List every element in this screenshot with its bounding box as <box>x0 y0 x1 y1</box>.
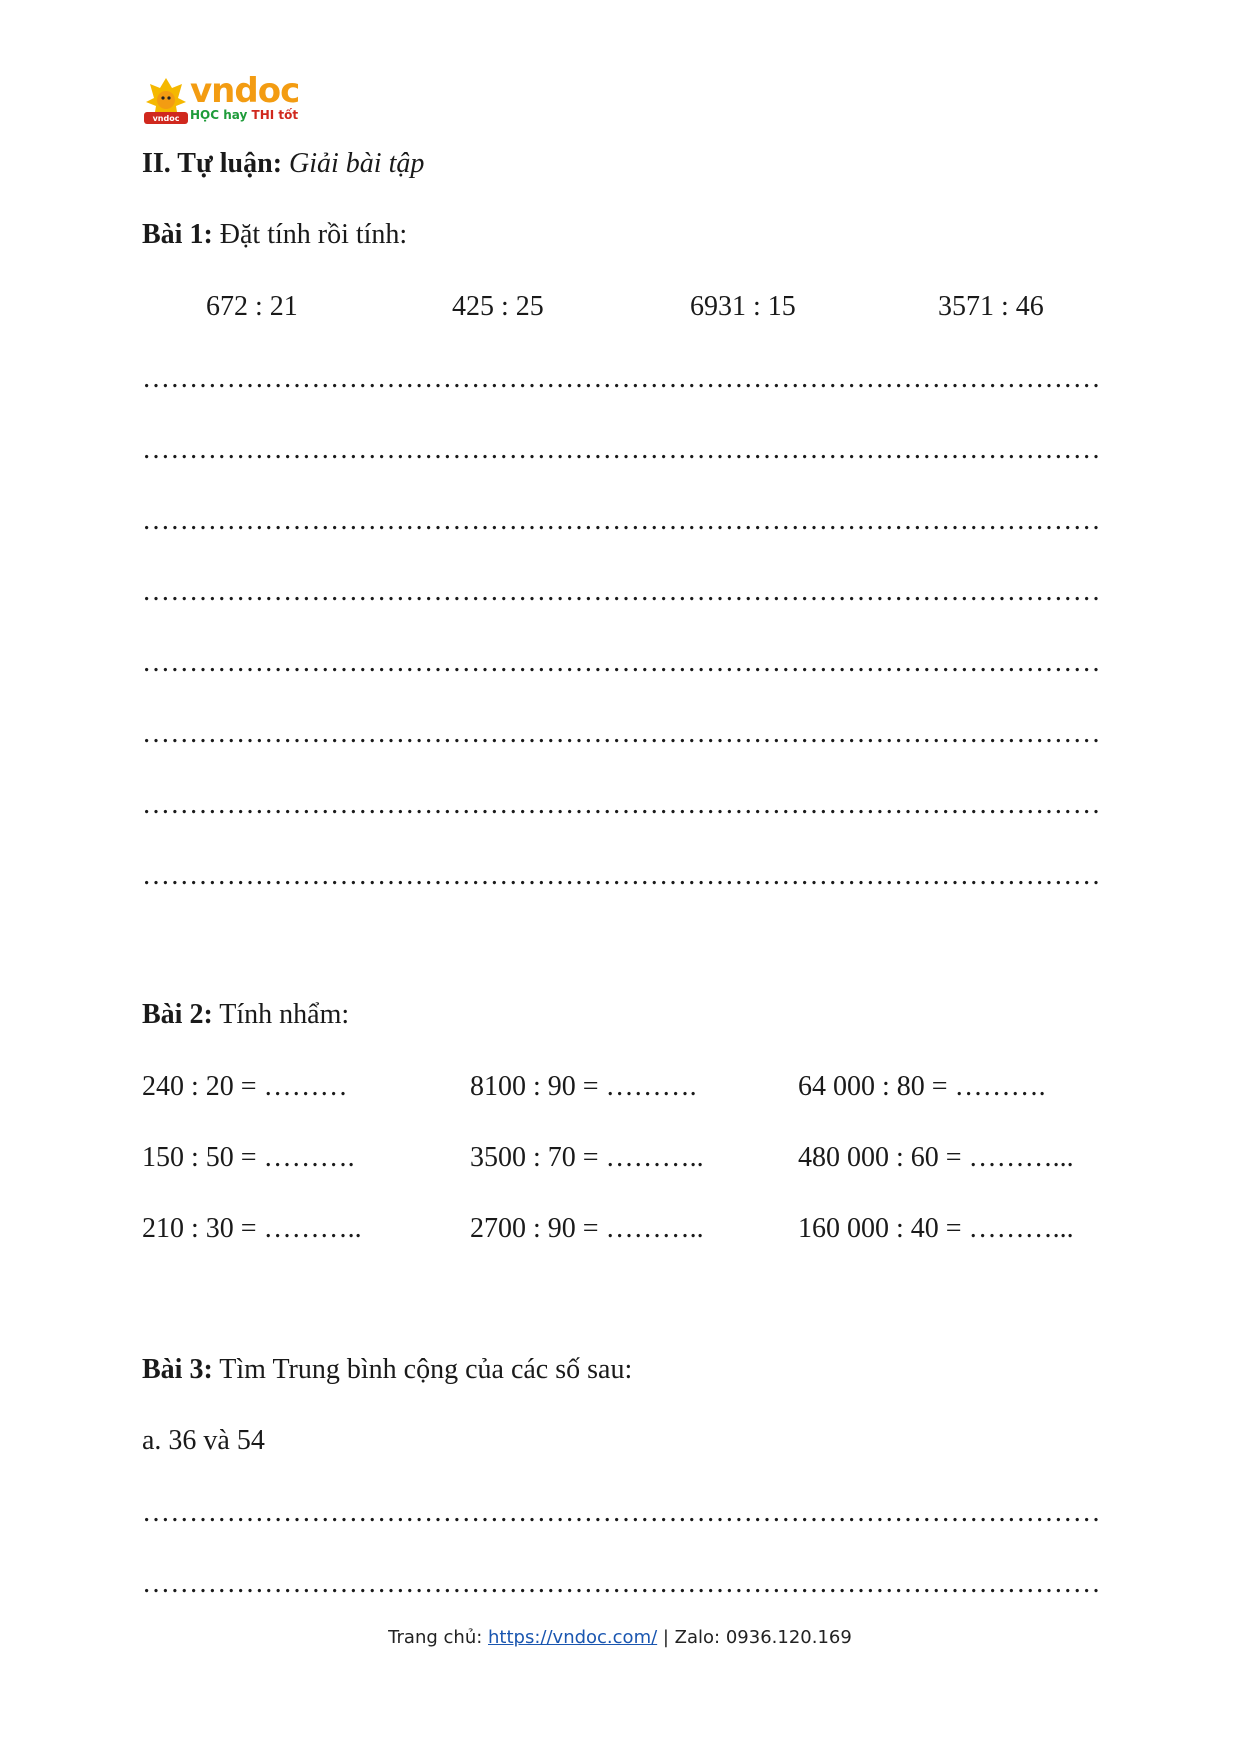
answer-line: ………………………………………………………………………………………… <box>142 860 1101 891</box>
bai2-item: 150 : 50 = ………. <box>142 1142 355 1173</box>
bai1-problem: 6931 : 15 <box>690 291 796 322</box>
bai1-problem: 3571 : 46 <box>938 291 1044 322</box>
bai1-heading <box>142 218 407 252</box>
bai3-label: Bài 3: <box>142 1354 213 1385</box>
vndoc-logo <box>142 72 302 128</box>
section-label: II. Tự luận: <box>142 148 283 179</box>
bai2-item: 2700 : 90 = ……….. <box>470 1213 704 1244</box>
answer-line: ………………………………………………………………………………………… <box>142 576 1101 607</box>
bai2-label: Bài 2: <box>142 999 213 1030</box>
footer-contact: | Zalo: 0936.120.169 <box>657 1627 852 1648</box>
answer-line: ………………………………………………………………………………………… <box>142 434 1101 465</box>
answer-line: ………………………………………………………………………………………… <box>142 718 1101 749</box>
answer-line: ………………………………………………………………………………………… <box>142 1497 1101 1528</box>
logo-mascot-icon <box>142 72 190 128</box>
logo-tagline: HỌC hay THI tốt <box>190 108 299 122</box>
footer-homepage-link[interactable]: https://vndoc.com/ <box>488 1627 658 1648</box>
bai2-item: 480 000 : 60 = ………... <box>798 1142 1074 1173</box>
bai2-item: 3500 : 70 = ……….. <box>470 1142 704 1173</box>
answer-line: ………………………………………………………………………………………… <box>142 505 1101 536</box>
bai2-title: Tính nhẩm: <box>219 999 350 1030</box>
bai2-item: 64 000 : 80 = ………. <box>798 1071 1046 1102</box>
bai1-problem: 425 : 25 <box>452 291 544 322</box>
section-heading <box>142 147 424 181</box>
bai2-item: 240 : 20 = ……… <box>142 1071 348 1102</box>
answer-line: ………………………………………………………………………………………… <box>142 789 1101 820</box>
bai2-heading <box>142 998 349 1032</box>
bai1-problem: 672 : 21 <box>206 291 298 322</box>
bai2-item: 210 : 30 = ……….. <box>142 1213 362 1244</box>
answer-line: ………………………………………………………………………………………… <box>142 363 1101 394</box>
logo-badge-text: vndoc <box>152 114 180 123</box>
bai2-item: 160 000 : 40 = ………... <box>798 1213 1074 1244</box>
bai1-label: Bài 1: <box>142 219 213 250</box>
bai2-item: 8100 : 90 = ………. <box>470 1071 697 1102</box>
page-footer <box>0 1627 1240 1649</box>
footer-prefix: Trang chủ: <box>388 1627 489 1648</box>
answer-line: ………………………………………………………………………………………… <box>142 647 1101 678</box>
bai3-title: Tìm Trung bình cộng của các số sau: <box>219 1354 633 1385</box>
logo-wordmark: vndoc <box>190 71 300 111</box>
answer-line: ………………………………………………………………………………………… <box>142 1568 1101 1599</box>
bai1-title: Đặt tính rồi tính: <box>219 219 408 250</box>
bai3-heading <box>142 1353 632 1387</box>
bai3-part-a: a. 36 và 54 <box>142 1425 265 1456</box>
section-subtitle: Giải bài tập <box>289 148 425 179</box>
